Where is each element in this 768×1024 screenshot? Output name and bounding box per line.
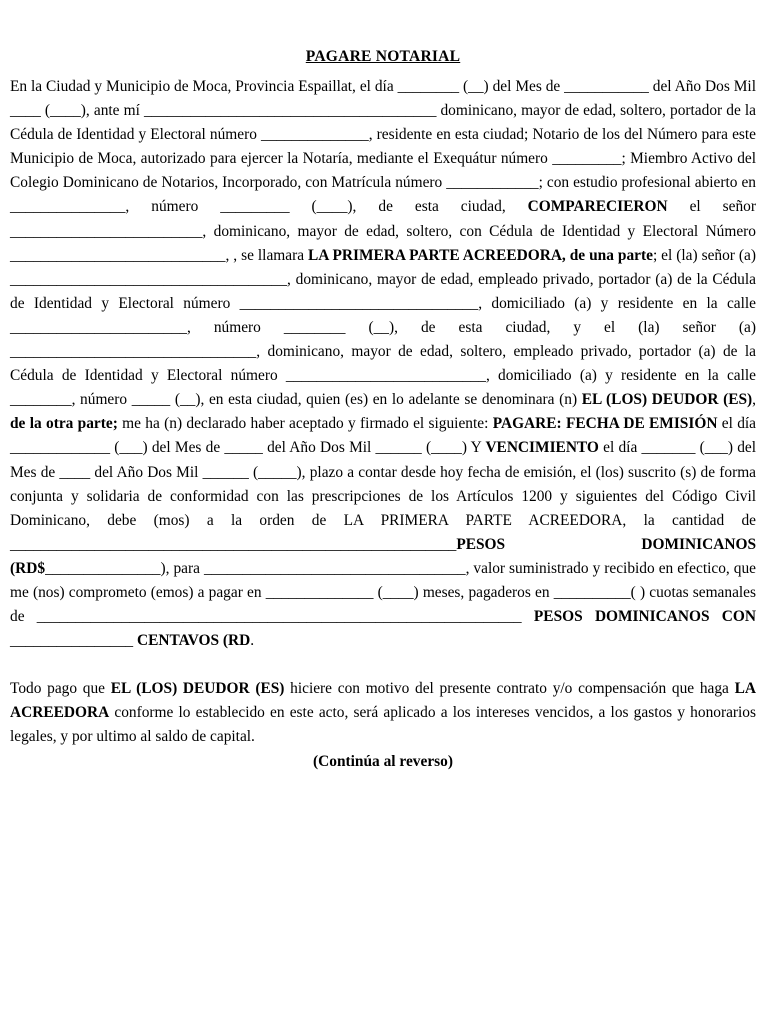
bold-run: de la otra parte; (10, 415, 118, 433)
paragraph-main (10, 75, 756, 653)
bold-run: PAGARE: FECHA DE EMISIÓN (492, 415, 718, 433)
text-run: , (752, 391, 757, 409)
text-run: el señor _________________________, dominicano, mayor de edad, soltero, con Cédula de Identidad y Electoral Número ____________________________, , se llamara (10, 198, 757, 264)
text-run: ________________ (10, 632, 137, 650)
text-run: . (250, 632, 255, 650)
document-title: PAGARE NOTARIAL (305, 48, 461, 65)
bold-run: COMPARECIERON (527, 198, 668, 216)
bold-run: EL (LOS) DEUDOR (ES) (581, 391, 753, 409)
text-run: ; el (la) señor (a) ____________________________________, dominicano, mayor de edad, empleado privado, portador (a) de la Cédula de Identidad y Electoral número _______________________________, domiciliado (a) y residente en la calle _______________________, número ________ (__), de esta ciudad, y el (la) señor (a) ________________________________, dominicano, mayor de edad, soltero, empleado privado, portador (a) de la Cédula de Identidad y Electoral número __________________________, domiciliado (a) y residente en la calle ________, número _____ (__), en esta ciudad, quien (es) en lo adelante se denominara (n) (10, 246, 756, 409)
text-run: _______________), para __________________________________, valor suministrado y recibido en efectico, que me (nos) comprometo (emos) a pagar en ______________ (____) meses, pagaderos en __________( ) cuotas semanales de _______________________________________________________________ (10, 559, 756, 626)
bold-run: LA ACREEDORA (10, 680, 756, 722)
bold-run: CENTAVOS (RD (136, 632, 251, 650)
text-run: el día _____________ (___) del Mes de _____ del Año Dos Mil ______ (____) Y (10, 415, 757, 457)
text-run: conforme lo establecido en este acto, será aplicado a los intereses vencidos, a los gastos y honorarios legales, y por ultimo al saldo de capital. (10, 704, 756, 746)
bold-run: LA PRIMERA PARTE ACREEDORA, de una parte (308, 246, 653, 264)
bold-run: EL (LOS) DEUDOR (ES) (110, 680, 285, 698)
continue-note: (Continúa al reverso) (313, 752, 453, 770)
text-run: hiciere con motivo del presente contrato y/o compensación que haga (284, 680, 735, 698)
text-run: Todo pago que (10, 680, 111, 698)
bold-run: VENCIMIENTO (485, 439, 599, 457)
text-run: En la Ciudad y Municipio de Moca, Provincia Espaillat, el día ________ (__) del Mes de ___________ del Año Dos Mil ____ (____), ante mí ______________________________________ dominicano, mayor de edad, soltero, portador de la Cédula de Identidad y Electoral número ______________, residente en esta ciudad; Notario de los del Número para este Municipio de Moca, autorizado para ejercer la Notaría, mediante el Exequátur número _________; Miembro Activo del Colegio Dominicano de Notarios, Incorporado, con Matrícula número ____________; con estudio profesional abierto en _______________, número _________ (____), de esta ciudad, (10, 78, 756, 216)
text-run: me ha (n) declarado haber aceptado y firmado el siguiente: (117, 415, 493, 433)
text-run: el día _______ (___) del Mes de ____ del Año Dos Mil ______ (_____), plazo a contar desde hoy fecha de emisión, el (los) suscrito (s) de forma conjunta y solidaria de conformidad con las prescripciones de los Artículos 1200 y siguientes del Código Civil Dominicano, debe (mos) a la orden de LA PRIMERA PARTE ACREEDORA, la cantidad de __________________________________________________________ (10, 439, 757, 553)
document-page (10, 0, 756, 774)
bold-run: PESOS DOMINICANOS CON (533, 608, 757, 626)
bold-run: PESOS DOMINICANOS (RD$ (10, 535, 756, 577)
paragraph-payment-terms (10, 677, 756, 749)
